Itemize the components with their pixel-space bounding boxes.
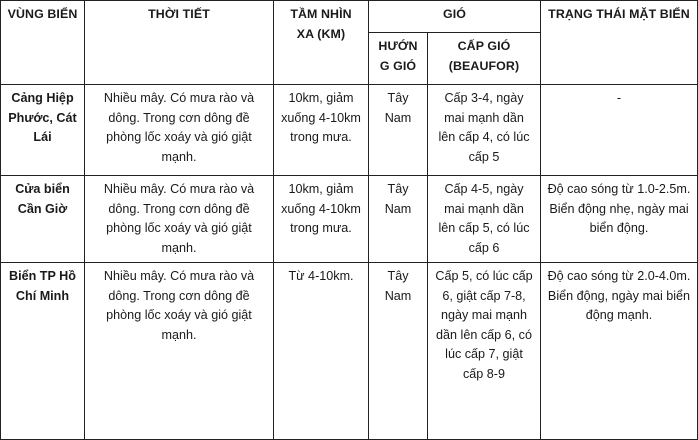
header-weather: THỜI TIẾT (85, 1, 274, 85)
cell-wind-direction: Tây Nam (369, 85, 428, 176)
cell-region: Cửa biển Cần Giờ (1, 176, 85, 263)
header-region: VÙNG BIỂN (1, 1, 85, 85)
cell-sea-state: Độ cao sóng từ 1.0-2.5m. Biển động nhẹ, ngày mai biển động. (541, 176, 698, 263)
cell-weather: Nhiều mây. Có mưa rào và dông. Trong cơn dông đề phòng lốc xoáy và gió giật mạnh. (85, 176, 274, 263)
cell-visibility: 10km, giảm xuống 4-10km trong mưa. (274, 85, 369, 176)
table-row (1, 176, 698, 263)
header-row-top (1, 1, 698, 33)
cell-wind-direction: Tây Nam (369, 263, 428, 440)
cell-sea-state: Độ cao sóng từ 2.0-4.0m. Biển động, ngày mai biển động mạnh. (541, 263, 698, 440)
header-wind-direction: HƯỚNG GIÓ (369, 33, 428, 85)
cell-wind-level: Cấp 5, có lúc cấp 6, giật cấp 7-8, ngày mai mạnh dần lên cấp 6, có lúc cấp 7, giật cấp 8-9 (428, 263, 541, 440)
header-sea-state: TRẠNG THÁI MẶT BIỂN (541, 1, 698, 85)
cell-wind-level: Cấp 4-5, ngày mai mạnh dần lên cấp 5, có lúc cấp 6 (428, 176, 541, 263)
table-header (1, 1, 698, 85)
cell-weather: Nhiều mây. Có mưa rào và dông. Trong cơn dông đề phòng lốc xoáy và gió giật mạnh. (85, 263, 274, 440)
cell-sea-state: - (541, 85, 698, 176)
cell-visibility: 10km, giảm xuống 4-10km trong mưa. (274, 176, 369, 263)
cell-weather: Nhiều mây. Có mưa rào và dông. Trong cơn dông đề phòng lốc xoáy và gió giật mạnh. (85, 85, 274, 176)
header-visibility: TẦM NHÌN XA (KM) (274, 1, 369, 85)
cell-wind-direction: Tây Nam (369, 176, 428, 263)
cell-region: Biển TP Hồ Chí Minh (1, 263, 85, 440)
header-wind: GIÓ (369, 1, 541, 33)
table-row (1, 263, 698, 440)
cell-wind-level: Cấp 3-4, ngày mai mạnh dần lên cấp 4, có lúc cấp 5 (428, 85, 541, 176)
table-row (1, 85, 698, 176)
header-wind-level: CẤP GIÓ (BEAUFOR) (428, 33, 541, 85)
cell-visibility: Từ 4-10km. (274, 263, 369, 440)
cell-region: Cảng Hiệp Phước, Cát Lái (1, 85, 85, 176)
table-body (1, 85, 698, 440)
